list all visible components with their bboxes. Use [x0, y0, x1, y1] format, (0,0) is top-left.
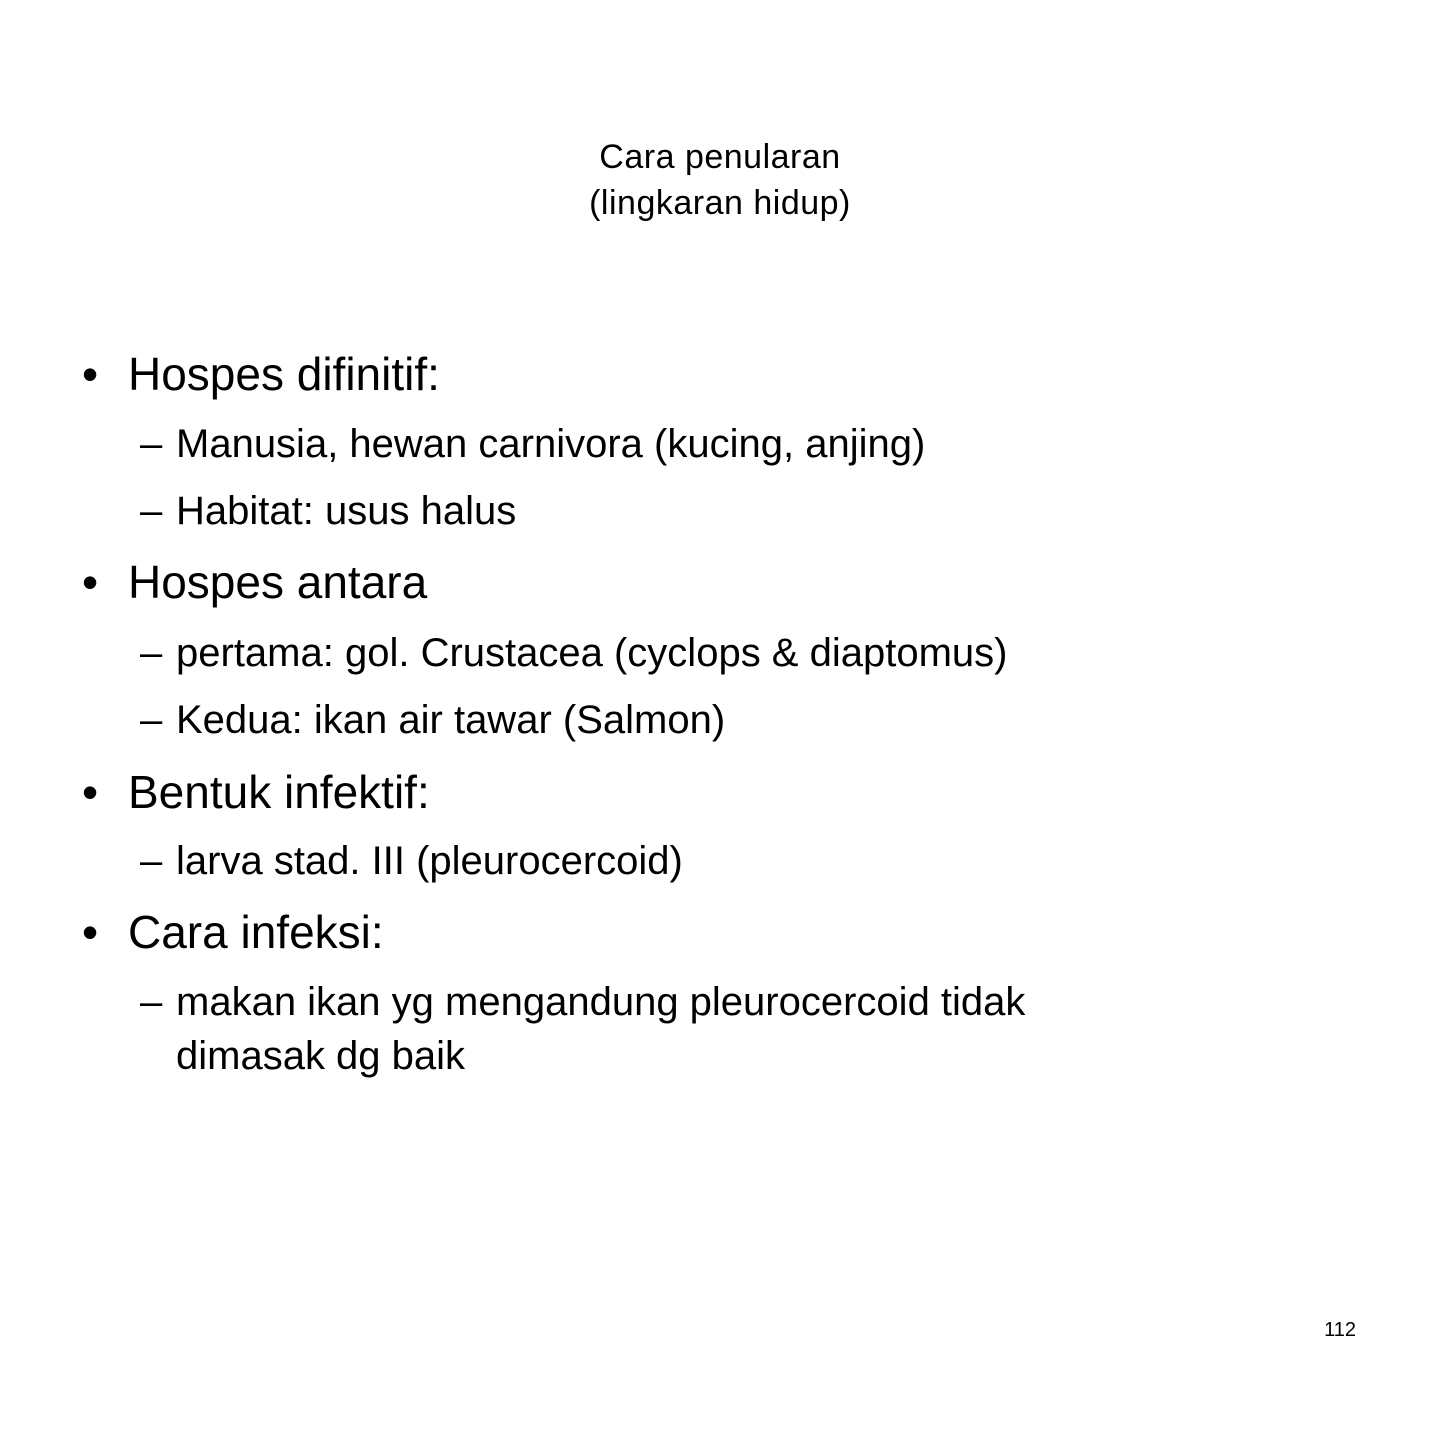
page-number: 112	[1324, 1319, 1356, 1341]
dash-marker: –	[140, 631, 163, 675]
bullet-heading: Bentuk infektif:	[128, 766, 430, 818]
dash-marker: –	[140, 422, 163, 466]
bullet-hospes-difinitif	[82, 346, 440, 402]
bullet-heading: Cara infeksi:	[128, 906, 384, 958]
bullet-bentuk-infektif	[82, 764, 430, 820]
sub-item	[140, 626, 1007, 680]
dash-marker: –	[140, 839, 163, 883]
slide-title-line-1: Cara penularan	[599, 138, 841, 176]
bullet-dot: •	[82, 348, 99, 400]
dash-marker: –	[140, 980, 163, 1024]
sub-item	[140, 693, 725, 747]
sub-item-text: Kedua: ikan air tawar (Salmon)	[176, 698, 726, 742]
sub-item-text: larva stad. III (pleurocercoid)	[176, 839, 683, 883]
bullet-cara-infeksi	[82, 904, 384, 960]
sub-item-text: makan ikan yg mengandung pleurocercoid tidak dimasak dg baik	[176, 980, 1026, 1078]
bullet-dot: •	[82, 766, 99, 818]
bullet-hospes-antara	[82, 554, 427, 610]
bullet-dot: •	[82, 556, 99, 608]
bullet-dot: •	[82, 906, 99, 958]
sub-item-text: Habitat: usus halus	[176, 489, 517, 533]
sub-item	[140, 975, 1025, 1083]
slide-title-line-2: (lingkaran hidup)	[589, 184, 851, 222]
sub-item	[140, 484, 516, 538]
sub-item	[140, 417, 925, 471]
sub-item-text: Manusia, hewan carnivora (kucing, anjing)	[176, 422, 926, 466]
bullet-heading: Hospes difinitif:	[128, 348, 440, 400]
dash-marker: –	[140, 698, 163, 742]
sub-item	[140, 834, 683, 888]
bullet-heading: Hospes antara	[128, 556, 428, 608]
dash-marker: –	[140, 489, 163, 533]
sub-item-text: pertama: gol. Crustacea (cyclops & diaptomus)	[176, 631, 1008, 675]
